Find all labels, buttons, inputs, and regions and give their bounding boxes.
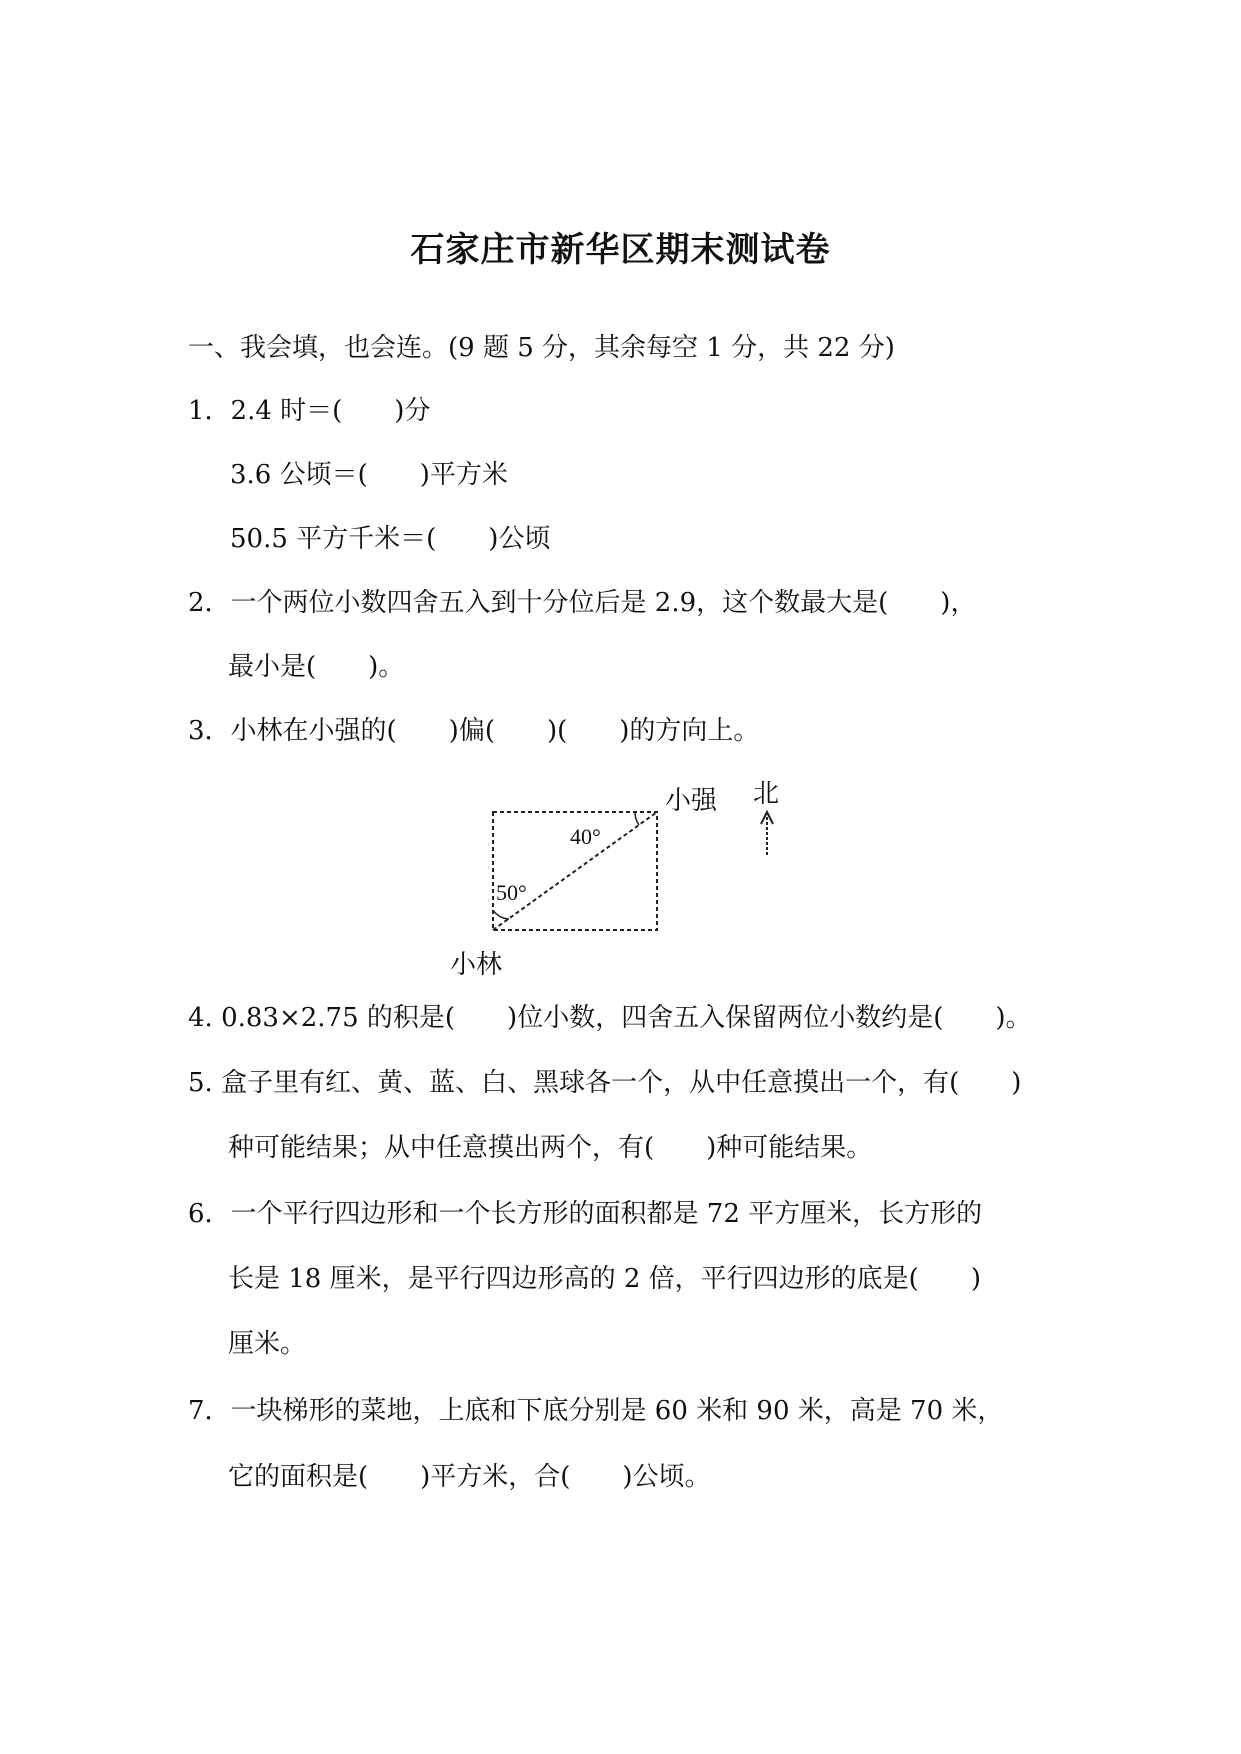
label-xiaoqiang: 小强 <box>665 786 718 816</box>
angle-label-bottom: 50° <box>496 880 527 905</box>
question-5-line-2: 种可能结果；从中任意摸出两个，有( )种可能结果。 <box>228 1133 873 1163</box>
angle-label-top: 40° <box>570 824 601 849</box>
question-4-line-1: 4. 0.83×2.75 的积是( )位小数，四舍五入保留两位小数约是( )。 <box>188 1003 1032 1033</box>
direction-diagram <box>420 770 820 990</box>
question-7-line-2: 它的面积是( )平方米，合( )公顷。 <box>228 1462 711 1492</box>
page-title: 石家庄市新华区期末测试卷 <box>410 230 831 270</box>
question-3-line-1: 3．小林在小强的( )偏( )( )的方向上。 <box>188 716 760 746</box>
question-1-line-2: 3.6 公顷＝( )平方米 <box>230 460 508 490</box>
label-north: 北 <box>753 779 780 809</box>
label-xiaolin: 小林 <box>450 950 503 980</box>
angle-arc-top <box>635 812 639 825</box>
question-6-line-3: 厘米。 <box>228 1329 307 1359</box>
question-2-line-2: 最小是( )。 <box>228 652 405 682</box>
angle-arc-bottom <box>493 910 509 919</box>
question-5-line-1: 5. 盒子里有红、黄、蓝、白、黑球各一个，从中任意摸出一个，有( ) <box>188 1068 1022 1098</box>
question-7-line-1: 7．一块梯形的菜地，上底和下底分别是 60 米和 90 米，高是 70 米， <box>188 1396 1004 1426</box>
question-2-line-1: 2．一个两位小数四舍五入到十分位后是 2.9，这个数最大是( )， <box>188 588 977 618</box>
question-1-line-1: 1．2.4 时＝( )分 <box>188 396 431 426</box>
question-6-line-2: 长是 18 厘米，是平行四边形高的 2 倍，平行四边形的底是( ) <box>228 1264 981 1294</box>
question-6-line-1: 6．一个平行四边形和一个长方形的面积都是 72 平方厘米，长方形的 <box>188 1199 983 1229</box>
section-heading: 一、我会填，也会连。(9 题 5 分，其余每空 1 分，共 22 分) <box>188 333 895 363</box>
question-1-line-3: 50.5 平方千米＝( )公顷 <box>230 524 551 554</box>
